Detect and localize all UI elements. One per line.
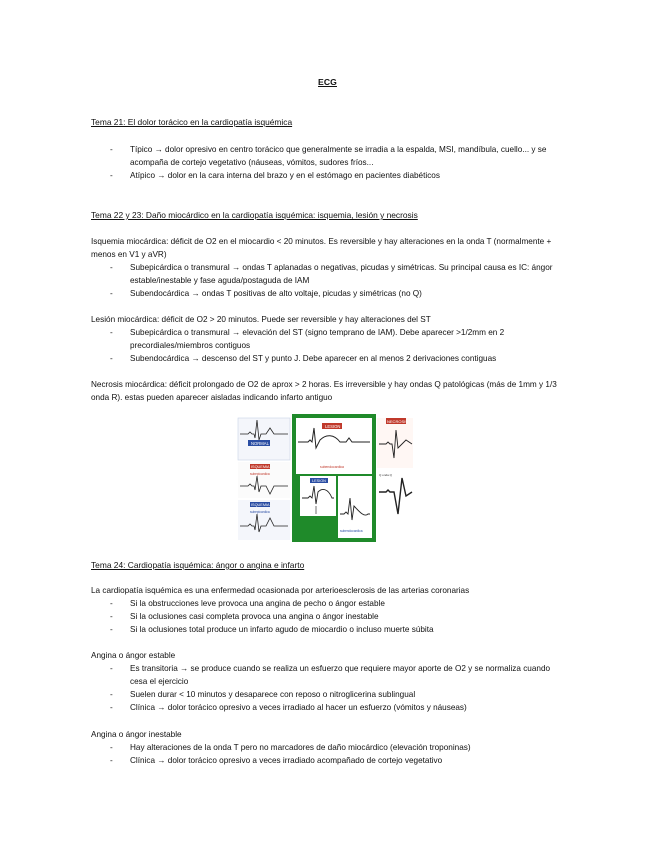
label-subepicardica-1: subepicardica — [250, 472, 270, 476]
label-necrosis: NECROSIS — [387, 419, 408, 424]
list-item: - Clínica → dolor torácico opresivo a veces irradiado al hacer un esfuerzo (vómitos y náuseas) — [110, 702, 560, 715]
heading-tema-21: Tema 21: El dolor torácico en la cardiopatía isquémica — [91, 117, 293, 127]
isquemia-paragraph: Isquemia miocárdica: déficit de O2 en el miocardio < 20 minutos. Es reversible y hay alteraciones en la onda T (normalmente + menos en V1 y aVR) — [91, 237, 552, 259]
list-item-text: Si la oclusiones total produce un infarto agudo de miocardio o incluso muerte súbita — [130, 625, 434, 634]
isquemia-panel-1 — [238, 462, 290, 498]
label-subendocardica-1: subendocardica — [320, 465, 344, 469]
label-isquemia-1: ISQUEMIA — [251, 465, 270, 469]
list-item-text: Hay alteraciones de la onda T pero no marcadores de daño miocárdico (elevación troponinas) — [130, 743, 471, 752]
label-normal: NORMAL — [251, 441, 269, 446]
label-subendocardica-2: subendocardica — [340, 529, 363, 533]
heading-tema-22-23: Tema 22 y 23: Daño miocárdico en la cardiopatía isquémica: isquemia, lesión y necrosis — [91, 210, 418, 220]
necrosis-paragraph: Necrosis miocárdica: déficit prolongado de O2 de aprox > 2 horas. Es irreversible y hay ondas Q patológicas (más de 1mm y 1/3 onda R). estas pueden aparecer aisladas indicando infarto antiguo — [91, 380, 557, 402]
list-item: - Si la obstrucciones leve provoca una angina de pecho o ángor estable — [110, 598, 560, 611]
isquemia-panel-2 — [238, 500, 290, 540]
ecg-figure — [236, 414, 415, 542]
list-item: - Suelen durar < 10 minutos y desaparece con reposo o nitroglicerina sublingual — [110, 689, 560, 702]
list-item: - Hay alteraciones de la onda T pero no marcadores de daño miocárdico (elevación troponinas) — [110, 742, 560, 755]
list-item-text: Si la obstrucciones leve provoca una angina de pecho o ángor estable — [130, 599, 385, 608]
list-item-text: Subendocárdica → descenso del ST y punto J. Debe aparecer en al menos 2 derivaciones contiguas — [130, 354, 497, 363]
list-item-text: Típico → dolor opresivo en centro torácico que generalmente se irradia a la espalda, MSI, mandíbula, cuello... y se acompaña de cortejo vegetativo (náuseas, vómitos, sudores fríos... — [130, 145, 547, 167]
label-isquemia-2: ISQUEMIA — [251, 503, 270, 507]
necrosis-panel — [377, 418, 413, 468]
list-item-text: Subepicárdica o transmural → elevación del ST (signo temprano de IAM). Debe aparecer >1/2mm en 2 precordiales/miembros contiguos — [130, 328, 505, 350]
list-item: - Es transitoria → se produce cuando se realiza un esfuerzo que requiere mayor aporte de O2 y se normaliza cuando cesa el ejercicio — [110, 663, 560, 688]
list-item: - Subepicárdica o transmural → elevación del ST (signo temprano de IAM). Debe aparecer >1/2mm en 2 precordiales/miembros contiguos — [110, 327, 560, 352]
intro-paragraph: La cardiopatía isquémica es una enfermedad ocasionada por arterioesclerosis de las arterias coronarias — [91, 586, 470, 595]
label-onda-q: Q onda Q — [379, 473, 393, 477]
list-item: - Subepicárdica o transmural → ondas T aplanadas o negativas, picudas y simétricas. Su principal causa es IC: ángor estable/inestable y fase aguda/postaguda de IAM — [110, 262, 560, 287]
inestable-title: Angina o ángor inestable — [91, 730, 182, 739]
lesion-top-panel — [296, 418, 372, 474]
list-item-text: Subepicárdica o transmural → ondas T aplanadas o negativas, picudas y simétricas. Su principal causa es IC: ángor estable/inestable y fase aguda/postaguda de IAM — [130, 263, 553, 285]
list-item-text: Atípico → dolor en la cara interna del brazo y en el estómago en pacientes diabéticos — [130, 171, 440, 180]
lesion-paragraph: Lesión miocárdica: déficit de O2 > 20 minutos. Puede ser reversible y hay alteraciones del ST — [91, 315, 431, 324]
lesion-bottom-panel — [338, 476, 372, 538]
list-item-text: Subendocárdica → ondas T positivas de alto voltaje, picudas y simétricas (no Q) — [130, 289, 422, 298]
onda-q-panel — [377, 470, 413, 540]
heading-tema-24: Tema 24: Cardiopatía isquémica: ángor o angina e infarto — [91, 560, 305, 570]
list-item-text: Suelen durar < 10 minutos y desaparece con reposo o nitroglicerina sublingual — [130, 690, 416, 699]
list-item: - Subendocárdica → descenso del ST y punto J. Debe aparecer en al menos 2 derivaciones contiguas — [110, 353, 560, 366]
lesion-mid-panel — [300, 476, 336, 516]
list-item: - Si la oclusiones total produce un infarto agudo de miocardio o incluso muerte súbita — [110, 624, 560, 637]
label-lesion-top: LESION — [325, 424, 341, 429]
list-item-text: Clínica → dolor torácico opresivo a veces irradiado acompañado de cortejo vegetativo — [130, 756, 443, 765]
label-lesion-mid: LESION — [312, 479, 326, 483]
label-subepicardica-2: subepicardica — [250, 510, 270, 514]
list-item: - Clínica → dolor torácico opresivo a veces irradiado acompañado de cortejo vegetativo — [110, 755, 560, 768]
list-item-text: Si la oclusiones casi completa provoca una angina o ángor inestable — [130, 612, 379, 621]
estable-title: Angina o ángor estable — [91, 651, 176, 660]
document-title: ECG — [318, 77, 337, 87]
list-item: - Típico → dolor opresivo en centro torácico que generalmente se irradia a la espalda, MSI, mandíbula, cuello... y se acompaña de cortejo vegetativo (náuseas, vómitos, sudores fríos... — [110, 144, 560, 169]
normal-panel — [238, 418, 290, 460]
list-item-text: Clínica → dolor torácico opresivo a veces irradiado al hacer un esfuerzo (vómitos y náuseas) — [130, 703, 467, 712]
list-item: - Subendocárdica → ondas T positivas de alto voltaje, picudas y simétricas (no Q) — [110, 288, 560, 301]
list-item: - Atípico → dolor en la cara interna del brazo y en el estómago en pacientes diabéticos — [110, 170, 560, 183]
list-item: - Si la oclusiones casi completa provoca una angina o ángor inestable — [110, 611, 560, 624]
ecg-figure-svg — [236, 414, 415, 542]
list-item-text: Es transitoria → se produce cuando se realiza un esfuerzo que requiere mayor aporte de O2 y se normaliza cuando cesa el ejercicio — [130, 664, 551, 686]
